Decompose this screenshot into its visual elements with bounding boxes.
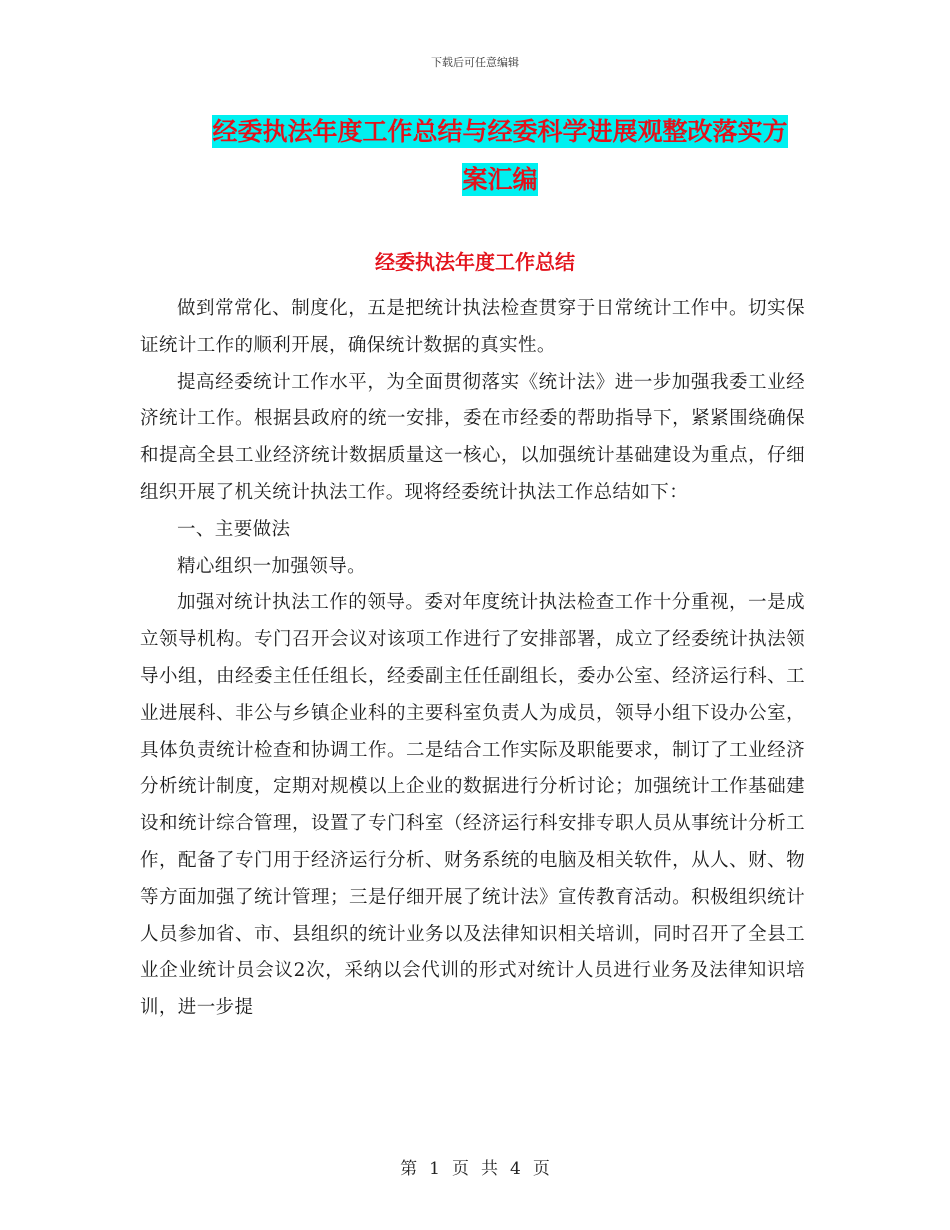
total-pages: 4 (510, 1159, 521, 1179)
subheading: 一、主要做法 (177, 518, 291, 540)
paragraph: 提高经委统计工作水平，为全面贯彻落实《统计法》进一步加强我委工业经济统计工作。根据县政府的统一安排，委在市经委的帮助指导下，紧紧围绕确保和提高全县工业经济统计数据质量这一核心，以加强统计基础建设为重点，仔细组织开展了机关统计执法工作。现将经委统计执法工作总结如下： (140, 371, 805, 503)
footer-label-page: 第 (400, 1159, 418, 1179)
header-note: 下载后可任意编辑 (431, 56, 519, 69)
paragraph: 做到常常化、制度化，五是把统计执法检查贯穿于日常统计工作中。切实保证统计工作的顺利开展，确保统计数据的真实性。 (140, 298, 805, 356)
document-title-line2: 案汇编 (462, 165, 538, 194)
page-number: 1 (429, 1159, 440, 1179)
document-body (140, 291, 805, 1027)
footer-label-unit: 页 (452, 1159, 469, 1179)
footer-label-unit2: 页 (532, 1159, 550, 1179)
page-footer (0, 1154, 950, 1179)
document-title (150, 108, 850, 204)
document-title-line1: 经委执法年度工作总结与经委科学进展观整改落实方 (212, 117, 788, 146)
section-title: 经委执法年度工作总结 (375, 250, 575, 274)
paragraph: 加强对统计执法工作的领导。委对年度统计执法检查工作十分重视，一是成立领导机构。专门召开会议对该项工作进行了安排部署，成立了经委统计执法领导小组，由经委主任任组长，经委副主任任副组长，委办公室、经济运行科、工业进展科、非公与乡镇企业科的主要科室负责人为成员，领导小组下设办公室，具体负责统计检查和协调工作。二是结合工作实际及职能要求，制订了工业经济分析统计制度，定期对规模以上企业的数据进行分析讨论；加强统计工作基础建设和统计综合管理，设置了专门科室（经济运行科安排专职人员从事统计分析工作，配备了专门用于经济运行分析、财务系统的电脑及相关软件，从人、财、物等方面加强了统计管理；三是仔细开展了统计法》宣传教育活动。积极组织统计人员参加省、市、县组织的统计业务以及法律知识相关培训，同时召开了全县工业企业统计员会议2次，采纳以会代训的形式对统计人员进行业务及法律知识培训，进一步提 (140, 592, 805, 1019)
footer-label-total: 共 (481, 1159, 498, 1179)
subheading: 精心组织一加强领导。 (177, 555, 367, 577)
